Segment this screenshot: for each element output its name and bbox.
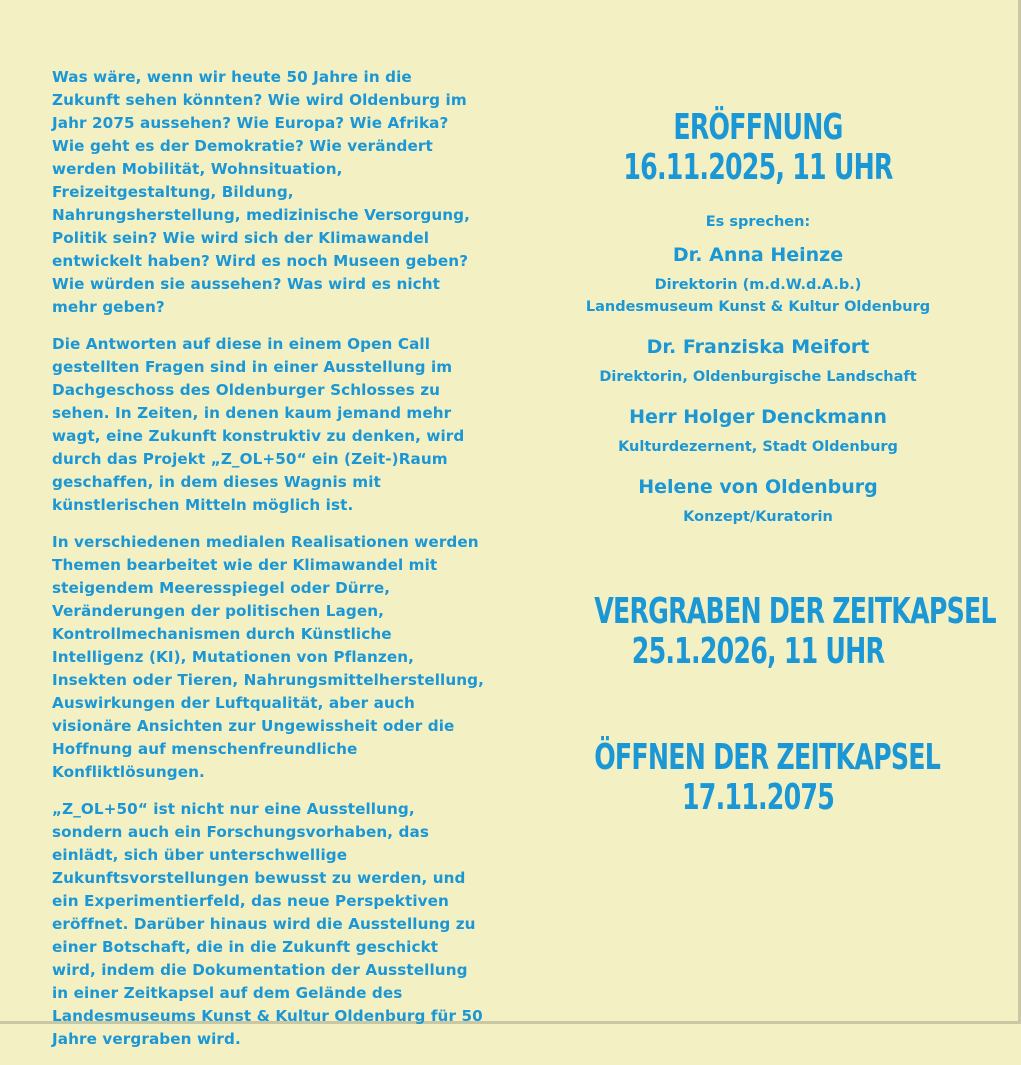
speaker-role-line: Direktorin (m.d.W.d.A.b.) [654,277,862,293]
speaker-name: Herr Holger Denckmann [629,406,887,428]
events-column [548,107,996,818]
bury-capsule-block [548,591,996,672]
speaker-role: Kulturdezernent, Stadt Oldenburg [618,439,898,455]
speaker-name: Helene von Oldenburg [638,476,878,498]
speaker-role: Konzept/Kuratorin [683,509,833,525]
opening-block [548,108,968,528]
paragraph-themes: In verschiedenen medialen Realisationen werden Themen bearbeitet wie der Klimawandel mit steigendem Meeresspiegel oder Dürre, Veränderungen der politischen Lagen, Kontrollmechanismen durch Künstliche Intelligenz (KI), Mutationen von Pflanzen, Insekten oder Tieren, Nahrungsmittelherstellung, Auswirkungen der Luftqualität, aber auch visionäre Ansichten zur Ungewissheit oder die Hoffnung auf menschenfreundliche Konfliktlösungen. [52,533,485,781]
paragraph-questions: Was wäre, wenn wir heute 50 Jahre in die Zukunft sehen könnten? Wie wird Oldenburg im Jahr 2075 aussehen? Wie Europa? Wie Afrika? Wie geht es der Demokratie? Wie verändert werden Mobilität, Wohnsituation, Freizeitgestaltung, Bildung, Nahrungsherstellung, medizinische Versorgung, Politik sein? Wie wird sich der Klimawandel entwickelt haben? Wird es noch Museen geben? Wie würden sie aussehen? Was wird es nicht mehr geben? [52,68,470,316]
paragraph-research: „Z_OL+50“ ist nicht nur eine Ausstellung, sondern auch ein Forschungsvorhaben, das einlädt, sich über unterschwellige Zukunftsvorstellungen bewusst zu werden, und ein Experimentierfeld, das neue Perspektiven eröffnet. Darüber hinaus wird die Ausstellung zu einer Botschaft, die in die Zukunft geschickt wird, indem die Dokumentation der Ausstellung in einer Zeitkapsel auf dem Gelände des Landesmuseums Kunst & Kultur Oldenburg für 50 Jahre vergraben wird. [52,800,483,1048]
speaker-name: Dr. Anna Heinze [672,244,844,266]
opening-date: 16.11.2025, 11 UHR [623,147,893,188]
open-capsule-block [548,738,968,818]
open-capsule-date: 17.11.2075 [681,777,835,818]
opening-title: ERÖFFNUNG [673,107,843,148]
speaker-anna-heinze [548,244,968,318]
speaker-franziska-meifort [548,336,968,388]
speakers-intro: Es sprechen: [705,214,811,230]
bury-capsule-title: VERGRABEN DER ZEITKAPSEL [594,591,996,632]
speaker-role-line: Landesmuseum Kunst & Kultur Oldenburg [585,299,931,315]
speaker-role: Direktorin, Oldenburgische Landschaft [599,369,917,385]
speaker-holger-denckmann [548,406,968,458]
speaker-helene-von-oldenburg [548,476,968,528]
speaker-role [548,274,968,318]
bury-capsule-date: 25.1.2026, 11 UHR [631,631,885,672]
open-capsule-title: ÖFFNEN DER ZEITKAPSEL [594,737,941,778]
intro-text-column [52,66,484,1065]
paragraph-open-call: Die Antworten auf diese in einem Open Call gestellten Fragen sind in einer Ausstellung im Dachgeschoss des Oldenburger Schlosses zu sehen. In Zeiten, in denen kaum jemand mehr wagt, eine Zukunft konstruktiv zu denken, wird durch das Projekt „Z_OL+50“ ein (Zeit-)Raum geschaffen, in dem dieses Wagnis mit künstlerischen Mitteln möglich ist. [52,335,465,514]
speaker-name: Dr. Franziska Meifort [646,336,870,358]
